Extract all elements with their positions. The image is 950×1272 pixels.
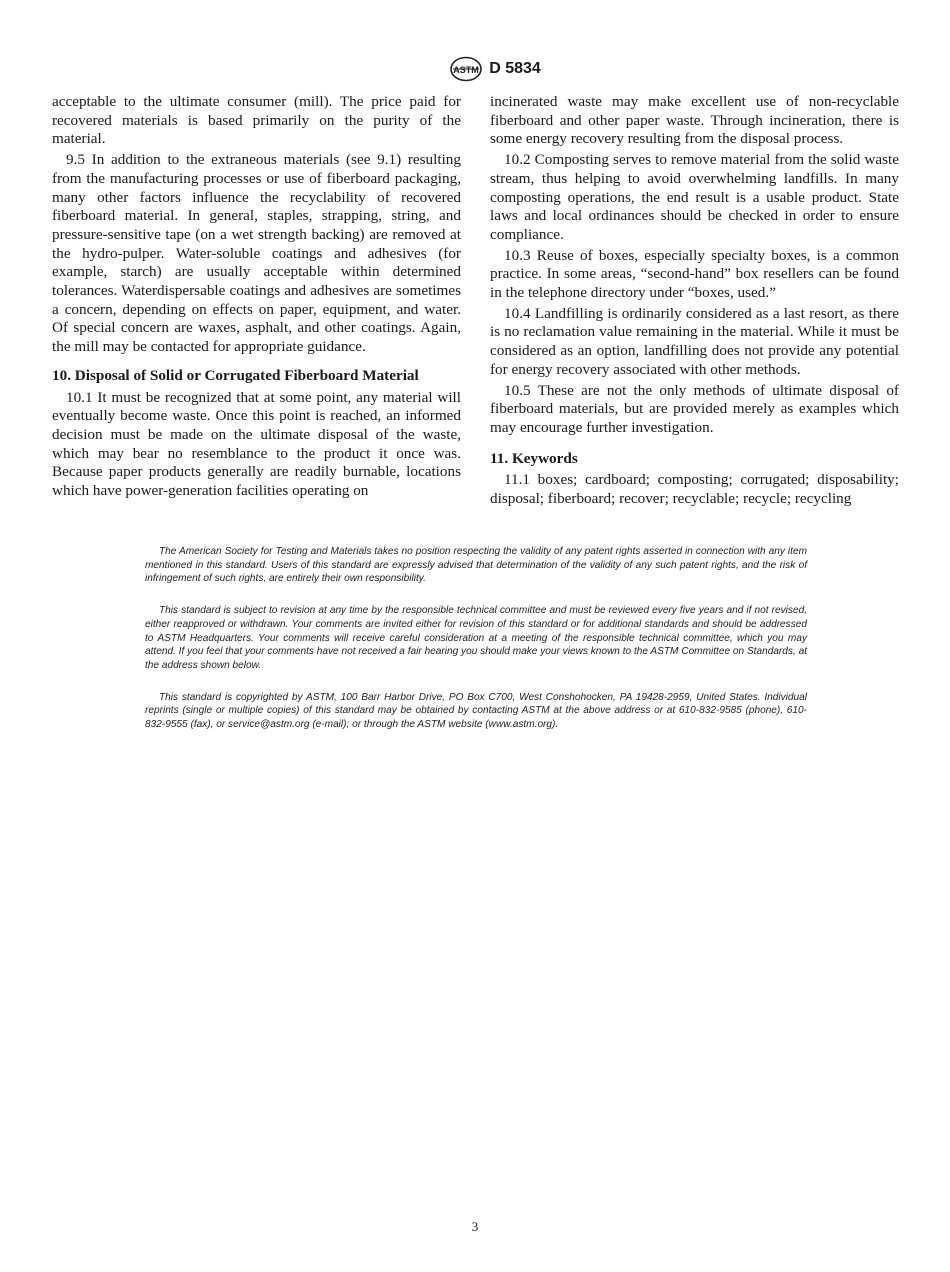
document-id: D 5834 <box>489 60 541 77</box>
paragraph-continuation: acceptable to the ultimate consumer (mill). The price paid for recovered materials is based primarily on the purity of the material. <box>52 93 461 148</box>
paragraph-10-3: 10.3 Reuse of boxes, especially specialty boxes, is a common practice. In some areas, “second-hand” box resellers can be found in the telephone directory under “boxes, used.” <box>490 246 899 302</box>
copyright-notice: This standard is copyrighted by ASTM, 100 Barr Harbor Drive, PO Box C700, West Conshohocken, PA 19428-2959, United States. Individual reprints (single or multiple copies) of this standard may be obtained by contacting ASTM at the above address or at 610-832-9585 (phone), 610-832-9555 (fax), or service@astm.org (e-mail); or through the ASTM website (www.astm.org). <box>145 691 807 731</box>
revision-notice: This standard is subject to revision at any time by the responsible technical committee and must be reviewed every five years and if not revised, either reapproved or withdrawn. Your comments are invited either for revision of this standard or for additional standards and should be addressed to ASTM Headquarters. Your comments will receive careful consideration at a meeting of the responsible technical committee, which you may attend. If you feel that your comments have not received a fair hearing you should make your views known to the ASTM Committee on Standards, at the address shown below. <box>145 605 807 671</box>
page-number: 3 <box>471 1219 479 1234</box>
patent-notice: The American Society for Testing and Materials takes no position respecting the validity of any patent rights asserted in connection with any item mentioned in this standard. Users of this standard are expressly advised that determination of the validity of any such patent rights, and the risk of infringement of such rights, are entirely their own responsibility. <box>145 546 807 585</box>
astm-logo-icon <box>449 56 483 82</box>
paragraph-10-4: 10.4 Landfilling is ordinarily considered as a last resort, as there is no reclamation value remaining in the material. While it must be considered as an option, landfilling does not provide any potential for energy recovery associated with other methods. <box>490 304 899 378</box>
right-column <box>490 93 899 509</box>
paragraph-11-1: 11.1 boxes; cardboard; composting; corrugated; disposability; disposal; fiberboard; recover; recyclable; recycle; recycling <box>490 471 899 508</box>
page-header <box>0 58 950 80</box>
section-heading-11: 11. Keywords <box>490 449 578 467</box>
paragraph-continuation-right: incinerated waste may make excellent use of non-recyclable fiberboard and other paper waste. Through incineration, there is some energy recovery resulting from the disposal process. <box>490 93 899 148</box>
paragraph-9-5: 9.5 In addition to the extraneous materials (see 9.1) resulting from the manufacturing processes or use of fiberboard packaging, many other factors influence the recyclability of recovered fiberboard material. In general, staples, strapping, string, and pressure-sensitive tape (on a wet strength backing) are removed at the hydro-pulper. Water-soluble coatings and adhesives (for example, starch) are usually acceptable within determined tolerances. Waterdispersable coatings and adhesives are sometimes a concern, depending on effects on paper, equipment, and water. Of special concern are waxes, asphalt, and other coatings. Again, the mill may be contacted for appropriate guidance. <box>52 151 461 356</box>
left-column <box>52 93 461 501</box>
svg-text:ASTM: ASTM <box>453 65 479 75</box>
section-heading-10: 10. Disposal of Solid or Corrugated Fiberboard Material <box>52 366 419 384</box>
legal-notices <box>145 545 807 750</box>
paragraph-10-5: 10.5 These are not the only methods of ultimate disposal of fiberboard materials, but are provided merely as examples which may encourage further investigation. <box>490 381 899 436</box>
paragraph-10-2: 10.2 Composting serves to remove material from the solid waste stream, thus helping to avoid overwhelming landfills. In many composting operations, the end result is a usable product. State laws and local ordinances should be checked in order to ensure compliance. <box>490 151 899 243</box>
paragraph-10-1: 10.1 It must be recognized that at some point, any material will eventually become waste. Once this point is reached, an informed decision must be made on the ultimate disposal of the waste, which may bear no resemblance to the product it once was. Because paper products generally are readily burnable, locations which have power-generation facilities operating on <box>52 388 461 500</box>
